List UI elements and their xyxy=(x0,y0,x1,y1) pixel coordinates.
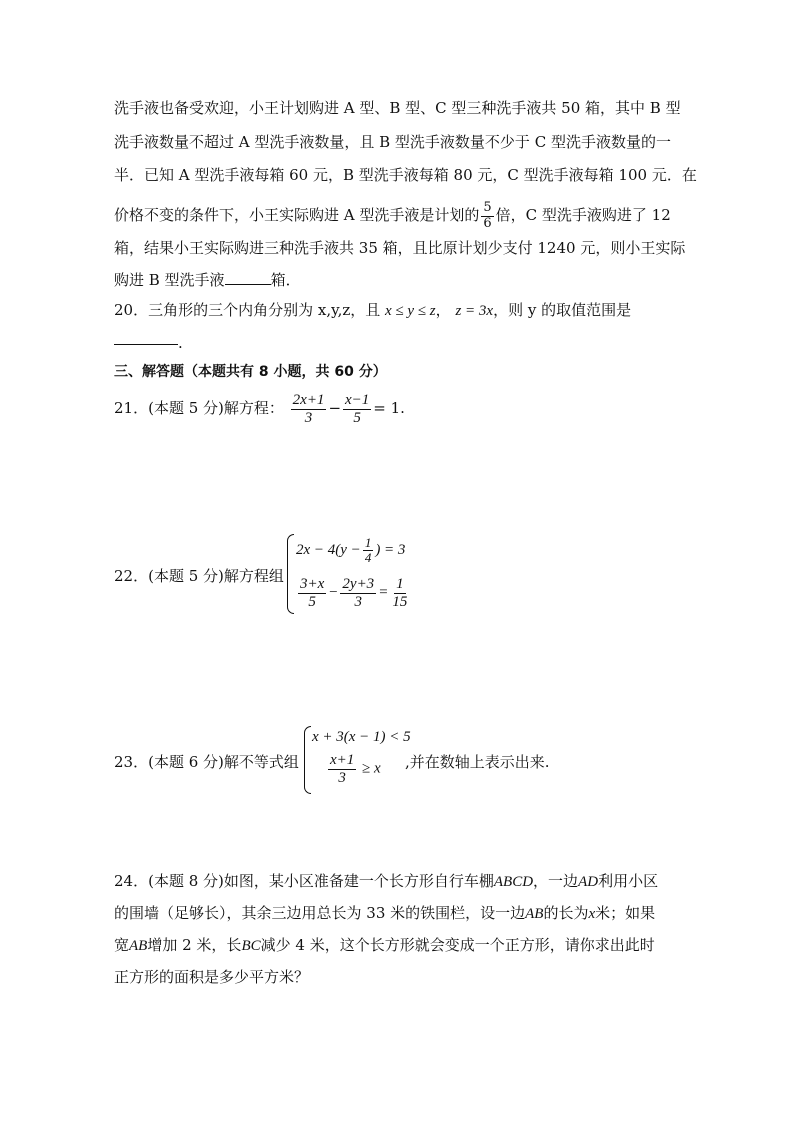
q19-line-4-text-a: 价格不变的条件下，小王实际购进 A 型洗手液是计划的 xyxy=(114,206,480,224)
fraction-numerator: x−1 xyxy=(345,392,370,408)
q19-line-1: 洗手液也备受欢迎，小王计划购进 A 型、B 型、C 型三种洗手液共 50 箱，其中 B 型 xyxy=(114,99,681,117)
q19-line-6-text-a: 购进 B 型洗手液 xyxy=(114,271,225,289)
q23-label: 23．(本题 6 分)解不等式组 xyxy=(114,753,299,771)
equation-text: ) = 3 xyxy=(375,542,406,559)
q21-line xyxy=(114,388,405,428)
fraction-numerator: 5 xyxy=(483,200,492,216)
minus-sign: − xyxy=(328,584,339,601)
equals-sign: = xyxy=(378,584,389,601)
fraction-numerator: 2x+1 xyxy=(292,392,325,408)
answer-blank xyxy=(225,270,271,285)
text: 增加 2 米，长 xyxy=(147,936,242,954)
math-label: BC xyxy=(241,938,261,954)
minus-sign: − xyxy=(328,399,342,417)
q21-label: 21．(本题 5 分)解方程： xyxy=(114,399,284,417)
fraction xyxy=(340,576,376,610)
fraction-numerator: 1 xyxy=(396,576,404,592)
math-label: AB xyxy=(525,906,544,922)
fraction-denominator: 6 xyxy=(483,215,492,231)
q22-label: 22．(本题 5 分)解方程组 xyxy=(114,567,284,585)
math-label: x xyxy=(588,906,596,922)
q23-inequality-2 xyxy=(326,752,381,786)
fraction xyxy=(298,576,326,610)
fraction-numerator: x+1 xyxy=(330,752,355,768)
text: 的长为 xyxy=(543,904,589,922)
text: 宽 xyxy=(114,936,130,954)
system-brace xyxy=(304,726,311,794)
math-label: ABCD xyxy=(493,874,534,890)
fraction xyxy=(328,752,356,786)
q24-line-3 xyxy=(114,935,655,956)
q23-inequality-1: x + 3(x − 1) < 5 xyxy=(312,729,411,745)
q19-line-6 xyxy=(114,270,301,290)
fraction-denominator: 5 xyxy=(308,593,316,610)
q24-line-2 xyxy=(114,903,655,924)
q20-suffix: ，则 y 的取值范围是 xyxy=(493,301,632,319)
text: 的围墙（足够长），其余三边用总长为 33 米的铁围栏，设一边 xyxy=(114,904,526,922)
q24-line-1 xyxy=(114,871,658,892)
q20-end: . xyxy=(178,334,183,352)
q21-fraction-1 xyxy=(291,392,327,426)
q20-prefix: 20．三角形的三个内角分别为 x,y,z，且 xyxy=(114,301,381,319)
fraction-denominator: 15 xyxy=(392,593,408,610)
answer-blank-q20 xyxy=(114,344,178,345)
fraction-denominator: 3 xyxy=(338,769,346,786)
q20-separator: ， xyxy=(435,301,451,319)
section-heading: 三、解答题（本题共有 8 小题，共 60 分） xyxy=(114,364,387,380)
fraction-five-sixths xyxy=(481,201,493,231)
text: 利用小区 xyxy=(598,872,659,890)
inequality-rhs: ≥ x xyxy=(362,760,381,777)
q23-suffix: ,并在数轴上表示出来. xyxy=(405,753,550,771)
fraction xyxy=(390,576,409,610)
q19-line-4-text-b: 倍，C 型洗手液购进了 12 xyxy=(495,206,671,224)
fraction-one-quarter xyxy=(363,536,374,566)
q19-line-2: 洗手液数量不超过 A 型洗手液数量，且 B 型洗手液数量不少于 C 型洗手液数量的一 xyxy=(114,133,671,151)
fraction-denominator: 3 xyxy=(304,409,313,426)
system-brace xyxy=(287,534,294,614)
q19-line-5: 箱，结果小王实际购进三种洗手液共 35 箱，且比原计划少支付 1240 元，则小王实际 xyxy=(114,239,686,257)
math-label: AD xyxy=(578,874,599,890)
q20-condition-1: x ≤ y ≤ z xyxy=(385,303,436,319)
fraction-numerator: 3+x xyxy=(300,576,325,592)
equation-text: 2x − 4(y − xyxy=(296,542,361,559)
q22-equation-2 xyxy=(296,576,411,610)
text: 减少 4 米，这个长方形就会变成一个正方形，请你求出此时 xyxy=(260,936,655,954)
fraction-denominator: 5 xyxy=(353,409,361,426)
text: 米；如果 xyxy=(595,904,656,922)
fraction-denominator: 3 xyxy=(354,593,363,610)
math-label: AB xyxy=(129,938,148,954)
q19-line-4 xyxy=(114,196,671,234)
q21-rhs: = 1. xyxy=(373,399,405,417)
text: 24．(本题 8 分)如图，某小区准备建一个长方形自行车棚 xyxy=(114,872,494,890)
q20-line xyxy=(114,300,631,321)
q19-line-6-text-b: 箱． xyxy=(270,271,301,289)
q20-condition-2: z = 3x xyxy=(455,303,494,319)
q22-equation-1 xyxy=(296,536,405,566)
fraction-numerator: 1 xyxy=(364,535,372,550)
fraction-denominator: 4 xyxy=(364,550,372,566)
q21-fraction-2 xyxy=(343,392,371,426)
fraction-numerator: 2y+3 xyxy=(342,576,375,592)
q19-line-3: 半．已知 A 型洗手液每箱 60 元，B 型洗手液每箱 80 元，C 型洗手液每箱 100 元．在 xyxy=(114,166,697,184)
text: ，一边 xyxy=(533,872,579,890)
q24-line-4: 正方形的面积是多少平方米？ xyxy=(114,968,310,986)
